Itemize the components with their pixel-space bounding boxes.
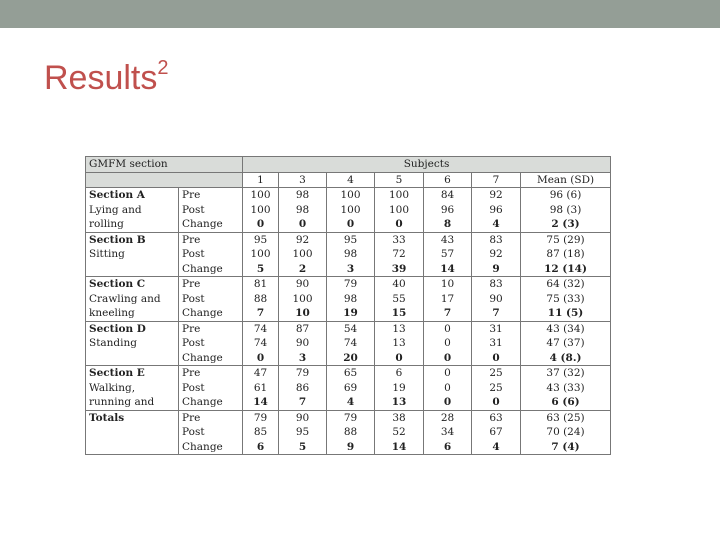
mean-sd-cell: 87 (18): [521, 247, 611, 262]
mean-sd-cell: 47 (37): [521, 336, 611, 351]
value-cell: 7: [279, 395, 327, 410]
table-row: [86, 395, 611, 410]
table-row: [86, 203, 611, 218]
value-cell: 92: [472, 188, 521, 203]
value-cell: 17: [424, 292, 472, 307]
subject-header: 1: [243, 172, 279, 188]
mean-sd-cell: 63 (25): [521, 410, 611, 425]
header-row-group: [86, 157, 611, 173]
value-cell: 95: [279, 425, 327, 440]
top-accent-bar: [0, 0, 720, 28]
value-cell: 9: [472, 262, 521, 277]
section-subtitle: Walking,: [86, 381, 179, 396]
value-cell: 25: [472, 381, 521, 396]
value-cell: 0: [424, 395, 472, 410]
value-cell: 100: [375, 188, 424, 203]
table-row: [86, 410, 611, 425]
condition-label: Post: [179, 203, 243, 218]
value-cell: 6: [375, 366, 424, 381]
value-cell: 86: [279, 381, 327, 396]
value-cell: 8: [424, 217, 472, 232]
value-cell: 0: [472, 395, 521, 410]
section-subtitle: Lying and: [86, 203, 179, 218]
table-row: [86, 381, 611, 396]
value-cell: 98: [279, 203, 327, 218]
value-cell: 63: [472, 410, 521, 425]
value-cell: 100: [243, 188, 279, 203]
value-cell: 90: [472, 292, 521, 307]
slide-title: [44, 58, 169, 95]
value-cell: 69: [327, 381, 375, 396]
value-cell: 39: [375, 262, 424, 277]
value-cell: 0: [424, 336, 472, 351]
value-cell: 19: [375, 381, 424, 396]
value-cell: 0: [424, 321, 472, 336]
value-cell: 14: [243, 395, 279, 410]
mean-sd-cell: 6 (6): [521, 395, 611, 410]
value-cell: 87: [279, 321, 327, 336]
value-cell: 98: [279, 188, 327, 203]
header-subjects: Subjects: [243, 157, 611, 173]
subject-header: 3: [279, 172, 327, 188]
condition-label: Pre: [179, 232, 243, 247]
value-cell: 79: [327, 410, 375, 425]
value-cell: 54: [327, 321, 375, 336]
value-cell: 4: [472, 217, 521, 232]
table-row: [86, 262, 611, 277]
value-cell: 2: [279, 262, 327, 277]
table-body: [86, 157, 611, 455]
section-subtitle: [86, 440, 179, 455]
condition-label: Post: [179, 292, 243, 307]
value-cell: 7: [472, 306, 521, 321]
slide-title-text: Results: [44, 59, 158, 97]
table-row: [86, 321, 611, 336]
section-subtitle: [86, 262, 179, 277]
mean-sd-header: Mean (SD): [521, 172, 611, 188]
value-cell: 9: [327, 440, 375, 455]
value-cell: 57: [424, 247, 472, 262]
mean-sd-cell: 12 (14): [521, 262, 611, 277]
value-cell: 14: [424, 262, 472, 277]
mean-sd-cell: 2 (3): [521, 217, 611, 232]
value-cell: 65: [327, 366, 375, 381]
value-cell: 83: [472, 277, 521, 292]
header-gmfm-section: GMFM section: [86, 157, 243, 173]
value-cell: 0: [424, 351, 472, 366]
value-cell: 4: [327, 395, 375, 410]
value-cell: 100: [243, 203, 279, 218]
value-cell: 0: [243, 351, 279, 366]
section-title: Section B: [86, 232, 179, 247]
mean-sd-cell: 64 (32): [521, 277, 611, 292]
subject-header: 5: [375, 172, 424, 188]
condition-label: Pre: [179, 188, 243, 203]
mean-sd-cell: 4 (8.): [521, 351, 611, 366]
value-cell: 96: [472, 203, 521, 218]
slide-title-superscript: 2: [157, 57, 169, 79]
value-cell: 28: [424, 410, 472, 425]
value-cell: 72: [375, 247, 424, 262]
section-title: Section A: [86, 188, 179, 203]
section-subtitle: [86, 351, 179, 366]
condition-label: Pre: [179, 366, 243, 381]
mean-sd-cell: 70 (24): [521, 425, 611, 440]
value-cell: 98: [327, 292, 375, 307]
subject-header: 4: [327, 172, 375, 188]
value-cell: 90: [279, 336, 327, 351]
mean-sd-cell: 96 (6): [521, 188, 611, 203]
table-row: [86, 366, 611, 381]
value-cell: 0: [279, 217, 327, 232]
value-cell: 88: [243, 292, 279, 307]
section-title: Totals: [86, 410, 179, 425]
value-cell: 90: [279, 277, 327, 292]
value-cell: 74: [243, 336, 279, 351]
section-subtitle: Crawling and: [86, 292, 179, 307]
table-row: [86, 336, 611, 351]
table-row: [86, 217, 611, 232]
value-cell: 6: [424, 440, 472, 455]
value-cell: 96: [424, 203, 472, 218]
section-subtitle: Sitting: [86, 247, 179, 262]
table-row: [86, 292, 611, 307]
value-cell: 100: [279, 247, 327, 262]
mean-sd-cell: 7 (4): [521, 440, 611, 455]
condition-label: Post: [179, 336, 243, 351]
mean-sd-cell: 75 (33): [521, 292, 611, 307]
section-title: Section E: [86, 366, 179, 381]
gmfm-results-table: [85, 156, 611, 455]
mean-sd-cell: 75 (29): [521, 232, 611, 247]
value-cell: 90: [279, 410, 327, 425]
value-cell: 84: [424, 188, 472, 203]
table-row: [86, 188, 611, 203]
value-cell: 13: [375, 395, 424, 410]
value-cell: 100: [327, 188, 375, 203]
value-cell: 0: [424, 366, 472, 381]
table-row: [86, 306, 611, 321]
value-cell: 100: [327, 203, 375, 218]
section-subtitle: rolling: [86, 217, 179, 232]
header-row-columns: [86, 172, 611, 188]
condition-label: Change: [179, 440, 243, 455]
value-cell: 13: [375, 321, 424, 336]
mean-sd-cell: 37 (32): [521, 366, 611, 381]
value-cell: 74: [327, 336, 375, 351]
value-cell: 92: [279, 232, 327, 247]
condition-label: Post: [179, 381, 243, 396]
value-cell: 88: [327, 425, 375, 440]
value-cell: 3: [279, 351, 327, 366]
subject-header: 6: [424, 172, 472, 188]
section-subtitle: Standing: [86, 336, 179, 351]
value-cell: 31: [472, 336, 521, 351]
value-cell: 55: [375, 292, 424, 307]
value-cell: 83: [472, 232, 521, 247]
value-cell: 40: [375, 277, 424, 292]
mean-sd-cell: 98 (3): [521, 203, 611, 218]
value-cell: 25: [472, 366, 521, 381]
value-cell: 81: [243, 277, 279, 292]
value-cell: 0: [243, 217, 279, 232]
value-cell: 85: [243, 425, 279, 440]
section-title: Section D: [86, 321, 179, 336]
value-cell: 13: [375, 336, 424, 351]
value-cell: 0: [472, 351, 521, 366]
value-cell: 47: [243, 366, 279, 381]
value-cell: 79: [243, 410, 279, 425]
value-cell: 95: [327, 232, 375, 247]
condition-label: Change: [179, 217, 243, 232]
section-subtitle: running and: [86, 395, 179, 410]
condition-label: Post: [179, 247, 243, 262]
value-cell: 61: [243, 381, 279, 396]
condition-label: Change: [179, 395, 243, 410]
table-row: [86, 277, 611, 292]
value-cell: 33: [375, 232, 424, 247]
section-subtitle: kneeling: [86, 306, 179, 321]
value-cell: 15: [375, 306, 424, 321]
value-cell: 19: [327, 306, 375, 321]
value-cell: 0: [375, 217, 424, 232]
value-cell: 5: [243, 262, 279, 277]
condition-label: Pre: [179, 410, 243, 425]
value-cell: 14: [375, 440, 424, 455]
value-cell: 38: [375, 410, 424, 425]
value-cell: 100: [279, 292, 327, 307]
value-cell: 34: [424, 425, 472, 440]
mean-sd-cell: 11 (5): [521, 306, 611, 321]
condition-label: Pre: [179, 277, 243, 292]
value-cell: 31: [472, 321, 521, 336]
mean-sd-cell: 43 (33): [521, 381, 611, 396]
table-row: [86, 351, 611, 366]
mean-sd-cell: 43 (34): [521, 321, 611, 336]
table-row: [86, 440, 611, 455]
value-cell: 98: [327, 247, 375, 262]
section-title: Section C: [86, 277, 179, 292]
value-cell: 92: [472, 247, 521, 262]
value-cell: 100: [375, 203, 424, 218]
value-cell: 3: [327, 262, 375, 277]
value-cell: 95: [243, 232, 279, 247]
value-cell: 74: [243, 321, 279, 336]
value-cell: 7: [424, 306, 472, 321]
value-cell: 100: [243, 247, 279, 262]
table-row: [86, 247, 611, 262]
condition-label: Change: [179, 306, 243, 321]
value-cell: 0: [375, 351, 424, 366]
value-cell: 0: [327, 217, 375, 232]
value-cell: 10: [424, 277, 472, 292]
subject-header: 7: [472, 172, 521, 188]
table-row: [86, 425, 611, 440]
value-cell: 20: [327, 351, 375, 366]
value-cell: 79: [279, 366, 327, 381]
value-cell: 4: [472, 440, 521, 455]
condition-label: Change: [179, 262, 243, 277]
value-cell: 10: [279, 306, 327, 321]
value-cell: 67: [472, 425, 521, 440]
value-cell: 5: [279, 440, 327, 455]
value-cell: 7: [243, 306, 279, 321]
condition-label: Pre: [179, 321, 243, 336]
value-cell: 79: [327, 277, 375, 292]
value-cell: 6: [243, 440, 279, 455]
header-blank-cell: [86, 172, 243, 188]
value-cell: 43: [424, 232, 472, 247]
section-subtitle: [86, 425, 179, 440]
value-cell: 0: [424, 381, 472, 396]
condition-label: Post: [179, 425, 243, 440]
condition-label: Change: [179, 351, 243, 366]
table-row: [86, 232, 611, 247]
value-cell: 52: [375, 425, 424, 440]
results-table-container: [85, 156, 610, 455]
